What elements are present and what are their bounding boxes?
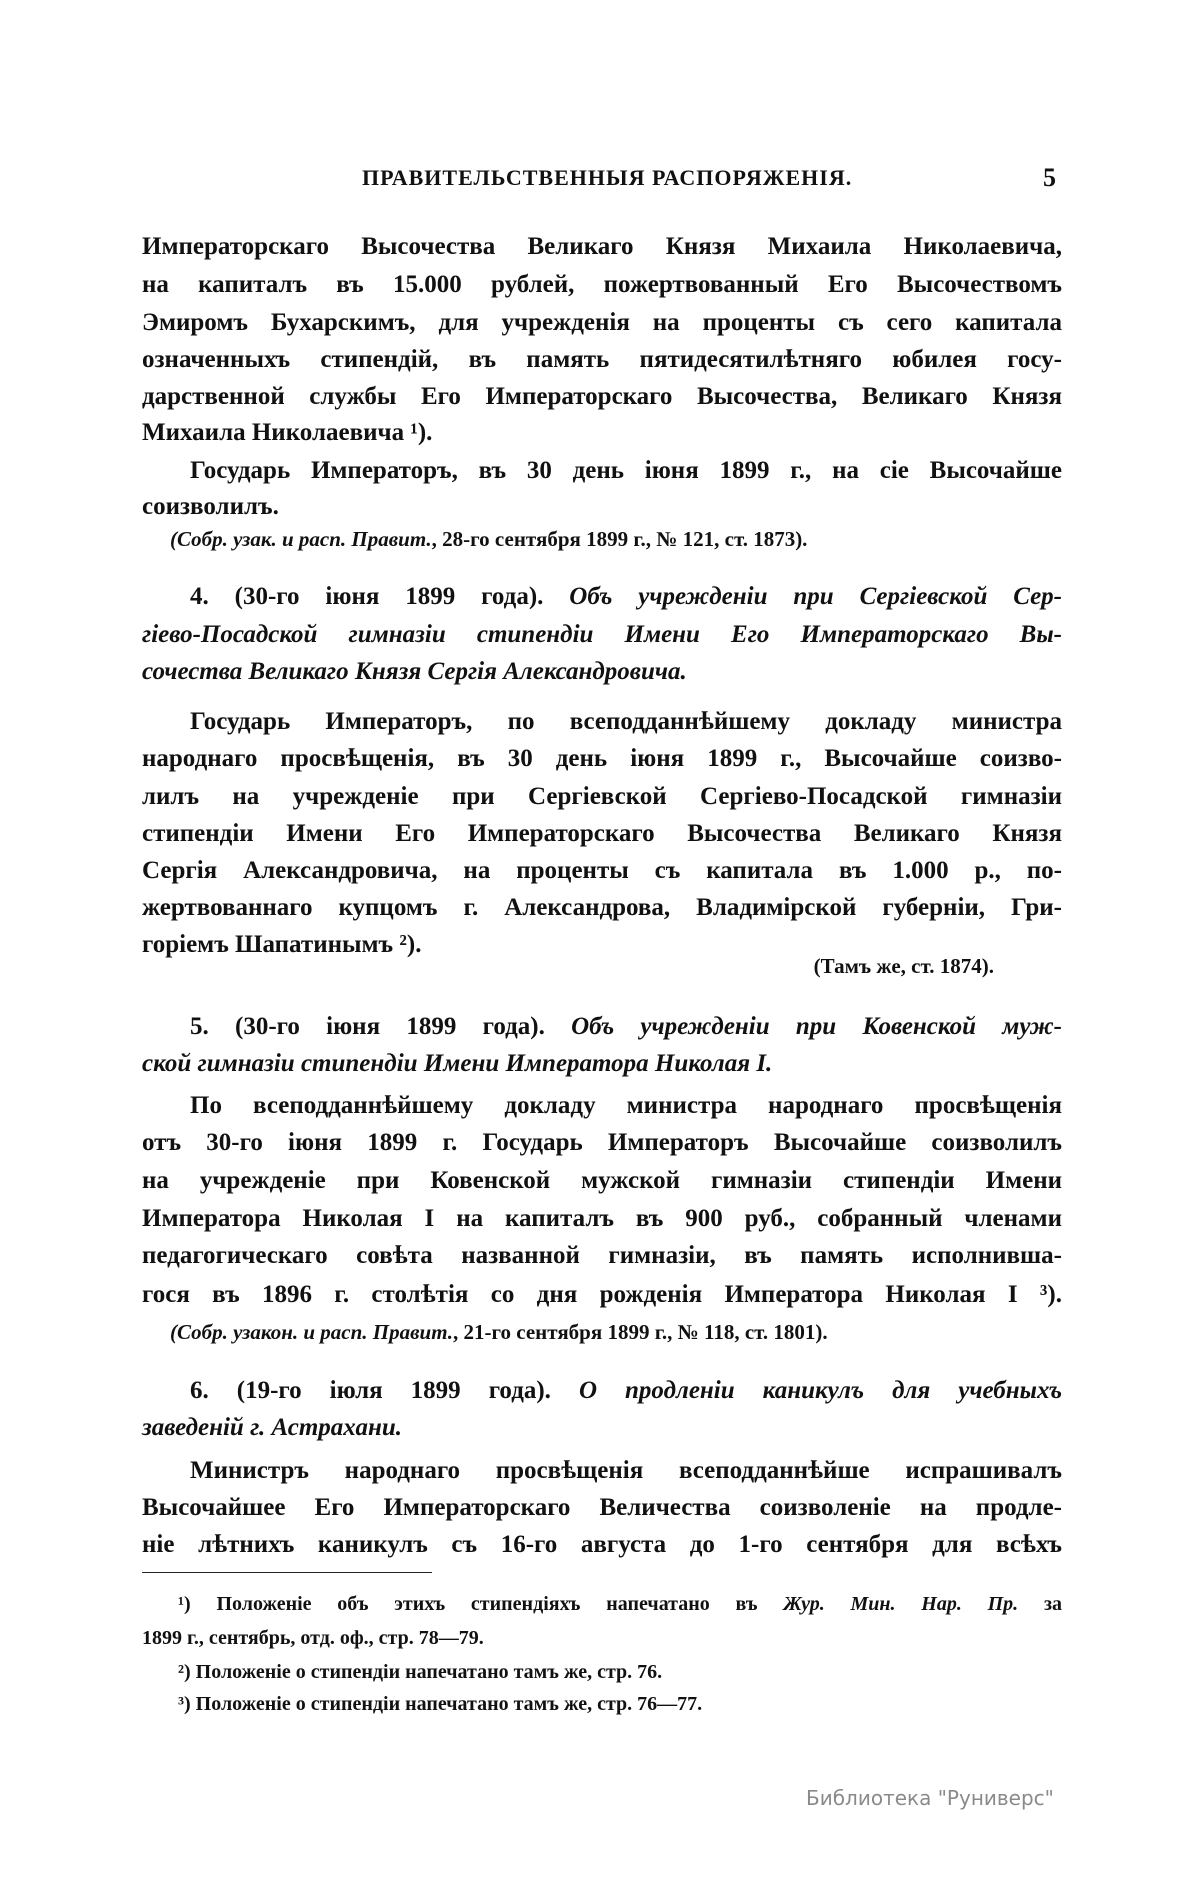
italic-text: Объ учрежденіи при Ковенской муж- [571,1013,1062,1040]
text-segment: горіемъ Шапатинымъ ²). [142,931,422,958]
body-line [142,228,1062,265]
body-line [142,341,1062,378]
text-segment: (Тамъ же, ст. 1874). [813,954,994,978]
text-segment: Императора Николая I на капиталъ въ 900 руб., собранный членами [142,1205,1062,1232]
item-heading-line [142,1409,1062,1446]
text-segment: лилъ на учрежденіе при Сергіевской Сергіево-Посадской гимназіи [142,783,1062,810]
body-line [142,1200,1062,1237]
body-line [142,378,1062,415]
italic-text: (Собр. узакон. и расп. Правит. [170,1320,454,1344]
body-line [142,488,1062,525]
body-line [142,778,1062,815]
body-line [142,304,1062,341]
text-segment: на учрежденіе при Ковенской мужской гимназіи стипендіи Имени [142,1167,1062,1194]
text-segment: жертвованнаго купцомъ г. Александрова, Владимірской губерніи, Гри- [142,894,1062,921]
italic-text: (Собр. узак. и расп. Правит. [170,527,432,551]
page-number: 5 [1043,163,1057,192]
citation-line [170,1314,1062,1351]
text-segment: , 21-го сентября 1899 г., № 118, ст. 1801). [453,1320,828,1344]
text-segment: народнаго просвѣщенія, въ 30 день іюня 1899 г., Высочайше соизво- [142,745,1062,772]
italic-text: ской гимназіи стипендіи Имени Императора Николая I. [142,1050,773,1077]
text-segment: ³) Положеніе о стипендіи напечатано тамъ же, стр. 76—77. [178,1693,703,1715]
text-segment: ¹) Положеніе объ этихъ стипендіяхъ напечатано въ [178,1593,784,1615]
text-segment: Эмиромъ Бухарскимъ, для учрежденія на проценты съ сего капитала [142,309,1062,336]
text-segment: педагогическаго совѣта названной гимназіи, въ память исполнивша- [142,1242,1062,1269]
text-segment: Императорскаго Высочества Великаго Князя Михаила Николаевича, [142,233,1062,260]
item-heading-line [190,578,1062,615]
text-segment: Высочайшее Его Императорскаго Величества соизволеніе на продле- [142,1494,1062,1521]
body-line [190,452,1062,489]
italic-text: Жур. Мин. Нар. Пр. [783,1593,1019,1615]
body-line [142,815,1062,852]
text-segment: гося въ 1896 г. столѣтія со дня рожденія Императора Николая I ³). [142,1281,1062,1308]
body-line [190,1087,1062,1124]
text-segment: 4. (30-го іюня 1899 года). [190,583,570,610]
text-segment: По всеподданнѣйшему докладу министра народнаго просвѣщенія [190,1092,1062,1119]
text-segment: Государь Императоръ, по всеподданнѣйшему докладу министра [190,708,1062,735]
body-line [142,740,1062,777]
body-line [142,1124,1062,1161]
body-line [142,266,1062,303]
italic-text: О продленіи каникулъ для учебныхъ [578,1377,1062,1404]
footnote-line [178,1586,1062,1623]
item-heading-line [142,1045,1062,1082]
item-heading-line [190,1008,1062,1045]
item-heading-line [190,1372,1062,1409]
item-heading-line [142,653,1062,690]
text-segment: означенныхъ стипендій, въ память пятидесятилѣтняго юбилея госу- [142,346,1062,373]
body-line [142,1162,1062,1199]
body-line [142,1489,1062,1526]
footnote-line [178,1686,1062,1723]
text-segment: 5. (30-го іюня 1899 года). [190,1013,572,1040]
text-segment: Министръ народнаго просвѣщенія всеподданнѣйше испрашивалъ [190,1457,1062,1484]
text-segment: на капиталъ въ 15.000 рублей, пожертвованный Его Высочествомъ [142,271,1062,298]
text-segment: ніе лѣтнихъ каникулъ съ 16-го августа до 1-го сентября для всѣхъ [142,1531,1062,1558]
citation-line [600,948,994,985]
text-segment: ²) Положеніе о стипендіи напечатано тамъ же, стр. 76. [178,1661,663,1683]
library-watermark: Библиотека "Руниверс" [806,1786,1054,1810]
italic-text: заведеній г. Астрахани. [142,1414,403,1441]
text-segment: 1899 г., сентябрь, отд. оф., стр. 78—79. [142,1627,484,1649]
body-line [142,1237,1062,1274]
body-line [190,703,1062,740]
text-segment: Михаила Николаевича ¹). [142,419,433,446]
italic-text: сочества Великаго Князя Сергія Александровича. [142,658,687,685]
text-segment: Сергія Александровича, на проценты съ капитала въ 1.000 р., по- [142,857,1062,884]
body-line [190,1452,1062,1489]
italic-text: Объ учрежденіи при Сергіевской Сер- [569,583,1063,610]
footnote-divider [142,1572,432,1573]
citation-line [170,521,1062,558]
body-line [142,852,1062,889]
running-head-title: ПРАВИТЕЛЬСТВЕННЫЯ РАСПОРЯЖЕНІЯ. [362,165,853,190]
text-segment: , 28-го сентября 1899 г., № 121, ст. 1873). [431,527,808,551]
body-line [142,1276,1062,1313]
text-segment: отъ 30-го іюня 1899 г. Государь Императоръ Высочайше соизволилъ [142,1129,1062,1156]
text-segment: за [1018,1593,1062,1615]
body-line [142,414,1062,451]
text-segment: Государь Императоръ, въ 30 день іюня 1899 г., на сіе Высочайше [190,457,1062,484]
text-segment: соизволилъ. [142,493,279,520]
text-segment: дарственной службы Его Императорскаго Высочества, Великаго Князя [142,383,1062,410]
footnote-line [142,1620,1062,1657]
body-line [142,1526,1062,1563]
text-segment: стипендіи Имени Его Императорскаго Высочества Великаго Князя [142,820,1062,847]
text-segment: 6. (19-го іюля 1899 года). [190,1377,579,1404]
body-line [142,889,1062,926]
item-heading-line [142,616,1062,653]
italic-text: гіево-Посадской гимназіи стипендіи Имени Его Императорскаго Вы- [142,621,1062,648]
